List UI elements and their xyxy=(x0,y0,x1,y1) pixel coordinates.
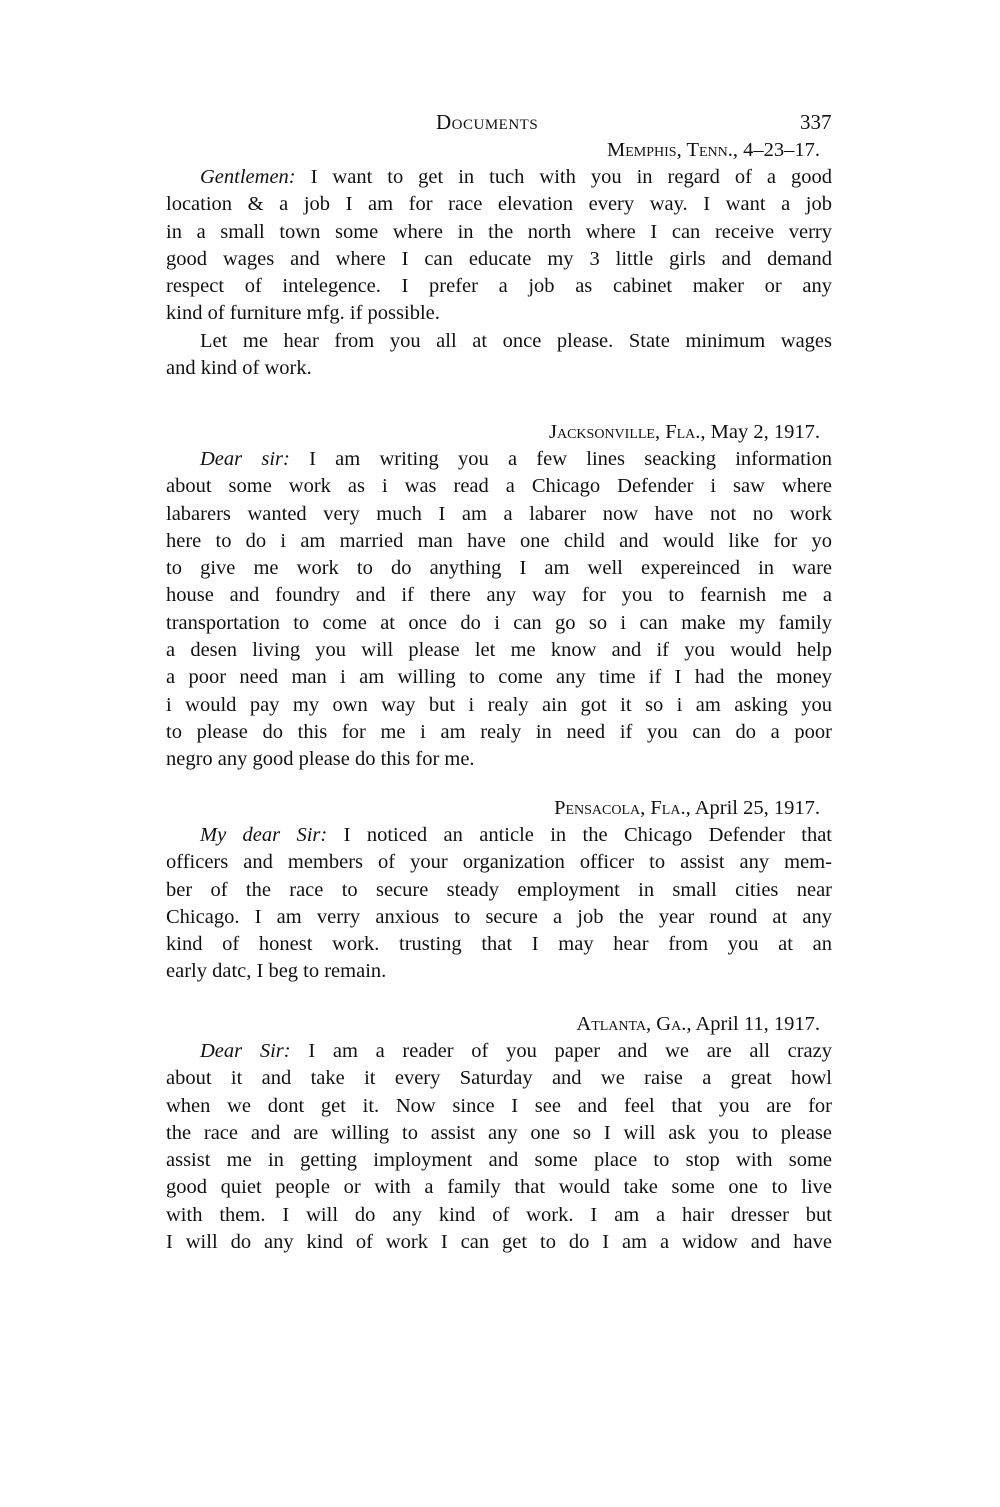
salutation: My dear Sir: xyxy=(200,824,328,846)
letter-place: Pensacola, Fla., xyxy=(554,797,691,819)
line-text: kind of furniture mfg. if possible. xyxy=(166,302,440,325)
line-text: good wages and where I can educate my 3 little girls and demand xyxy=(166,247,832,270)
text-line xyxy=(166,610,832,637)
text-line xyxy=(166,1038,832,1065)
text-line xyxy=(166,164,832,191)
text-line xyxy=(166,219,832,246)
salutation: Dear Sir: xyxy=(200,1040,291,1062)
text-line xyxy=(166,1229,832,1256)
text-line xyxy=(166,582,832,609)
line-text: location & a job I am for race elevation every way. I want a job xyxy=(166,193,832,216)
line-text: in a small town some where in the north where I can receive verry xyxy=(166,220,832,243)
text-line xyxy=(166,300,832,327)
text-line xyxy=(166,931,832,958)
letter-place: Jacksonville, Fla., xyxy=(549,421,706,443)
line-text: I will do any kind of work I can get to do I am a widow and have xyxy=(166,1231,832,1254)
text-line xyxy=(166,273,832,300)
line-text: labarers wanted very much I am a labarer now have not no work xyxy=(166,502,832,525)
page-number: 337 xyxy=(800,110,832,134)
line-text: i would pay my own way but i realy ain got it so i am asking you xyxy=(166,693,832,716)
salutation: Dear sir: xyxy=(200,448,290,470)
line-text: a poor need man i am willing to come any time if I had the money xyxy=(166,666,832,689)
line-text: Chicago. I am verry anxious to secure a job the year round at any xyxy=(166,905,832,928)
line-text: early datc, I beg to remain. xyxy=(166,960,387,983)
text-line xyxy=(166,877,832,904)
line-text: I want to get in tuch with you in regard of a good xyxy=(310,166,832,188)
text-line xyxy=(166,1120,832,1147)
text-line xyxy=(166,191,832,218)
letter-memphis xyxy=(166,136,832,382)
letter-atlanta xyxy=(166,1010,832,1256)
letter-place-date xyxy=(166,136,832,164)
line-text: with them. I will do any kind of work. I am a hair dresser but xyxy=(166,1203,832,1226)
line-text: Let me hear from you all at once please. State minimum wages xyxy=(200,329,832,352)
text-line xyxy=(166,1202,832,1229)
text-line xyxy=(166,637,832,664)
line-text: transportation to come at once do i can go so i can make my family xyxy=(166,611,832,634)
text-line xyxy=(166,664,832,691)
text-line xyxy=(166,958,832,985)
line-text: about some work as i was read a Chicago Defender i saw where xyxy=(166,475,832,498)
text-line xyxy=(166,719,832,746)
line-text: to give me work to do anything I am well expereinced in ware xyxy=(166,557,832,580)
text-line xyxy=(166,1093,832,1120)
line-text: here to do i am married man have one child and would like for yo xyxy=(166,529,832,552)
text-line xyxy=(166,501,832,528)
salutation: Gentlemen: xyxy=(200,166,296,188)
letter-jacksonville xyxy=(166,418,832,774)
text-line xyxy=(166,328,832,355)
line-text: kind of honest work. trusting that I may hear from you at an xyxy=(166,933,832,956)
letter-place: Atlanta, Ga., xyxy=(576,1013,692,1035)
text-line xyxy=(166,692,832,719)
letter-date: April 11, 1917. xyxy=(695,1013,820,1035)
text-line xyxy=(166,849,832,876)
text-line xyxy=(166,1174,832,1201)
text-line xyxy=(166,822,832,849)
line-text: officers and members of your organization officer to assist any mem- xyxy=(166,851,832,874)
text-line xyxy=(166,746,832,773)
line-text: the race and are willing to assist any one so I will ask you to please xyxy=(166,1121,832,1144)
text-line xyxy=(166,246,832,273)
text-line xyxy=(166,904,832,931)
letter-date: May 2, 1917. xyxy=(710,421,820,443)
line-text: good quiet people or with a family that would take some one to live xyxy=(166,1176,832,1199)
line-text: when we dont get it. Now since I see and feel that you are for xyxy=(166,1094,832,1117)
text-line xyxy=(166,1065,832,1092)
line-text: and kind of work. xyxy=(166,357,312,380)
line-text: assist me in getting imployment and some place to stop with some xyxy=(166,1149,832,1172)
text-line xyxy=(166,355,832,382)
letter-place-date xyxy=(166,418,832,446)
line-text: to please do this for me i am realy in need if you can do a poor xyxy=(166,720,832,743)
letter-place-date xyxy=(166,1010,832,1038)
line-text: house and foundry and if there any way for you to fearnish me a xyxy=(166,584,832,607)
letter-place: Memphis, Tenn., xyxy=(607,139,738,161)
line-text: respect of intelegence. I prefer a job as cabinet maker or any xyxy=(166,275,832,298)
line-text: I am a reader of you paper and we are all crazy xyxy=(308,1040,832,1062)
line-text: negro any good please do this for me. xyxy=(166,748,475,771)
line-text: about it and take it every Saturday and we raise a great howl xyxy=(166,1067,832,1090)
letter-date: 4–23–17. xyxy=(743,139,820,161)
text-line xyxy=(166,1147,832,1174)
text-line xyxy=(166,528,832,555)
line-text: a desen living you will please let me know and if you would help xyxy=(166,639,832,662)
text-line xyxy=(166,446,832,473)
line-text: ber of the race to secure steady employment in small cities near xyxy=(166,878,832,901)
line-text: I am writing you a few lines seacking information xyxy=(309,448,832,470)
letter-pensacola xyxy=(166,794,832,986)
letter-date: April 25, 1917. xyxy=(694,797,820,819)
running-title: Documents xyxy=(436,110,539,134)
line-text: I noticed an anticle in the Chicago Defender that xyxy=(343,824,833,846)
text-line xyxy=(166,473,832,500)
text-line xyxy=(166,555,832,582)
letter-place-date xyxy=(166,794,832,822)
